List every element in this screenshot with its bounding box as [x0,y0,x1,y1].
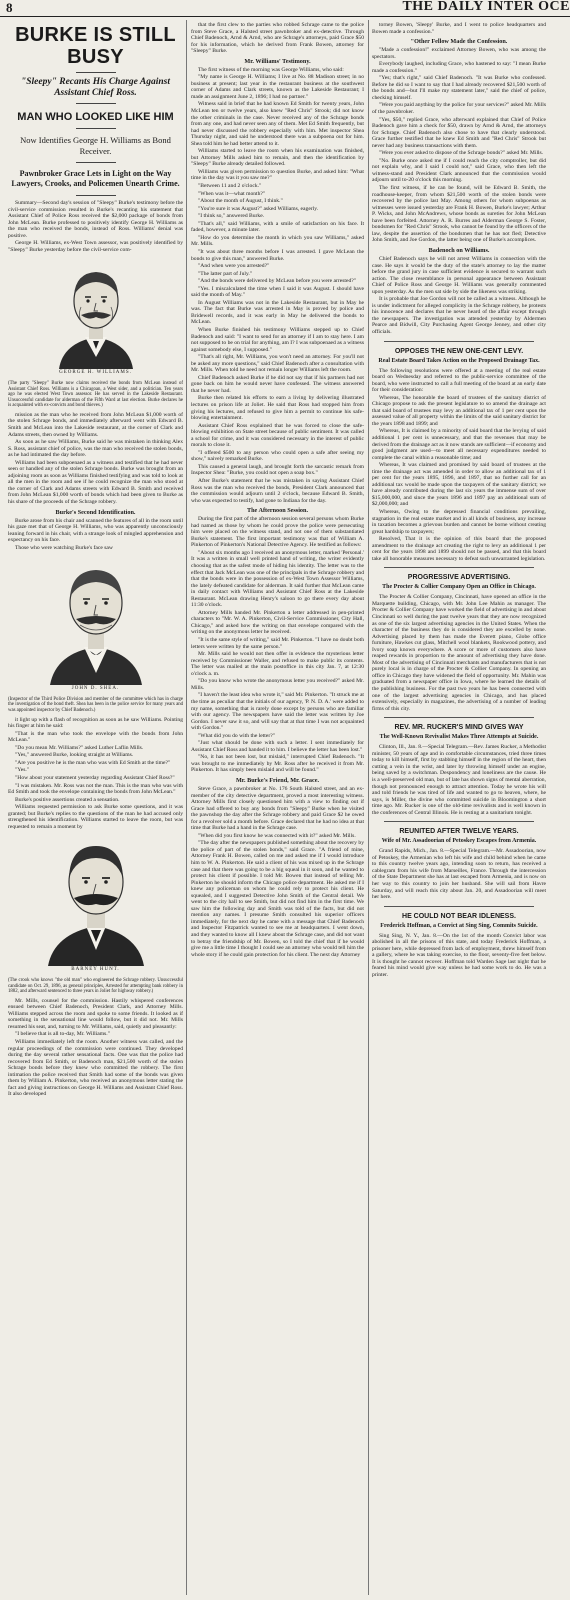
page-number: 8 [6,0,13,15]
deck-divider [76,72,116,73]
article-paragraph: "It is the same style of writing," said Mr. Pinkerton. "I have no doubt both letters were written by the same person." [191,637,364,650]
article-subheadline: Frederick Hoffman, a Convict at Sing Sing, Commits Suicide. [380,922,538,929]
section-heading: Burke's Second Identification. [55,508,136,516]
column-1 [8,22,183,1594]
article-paragraph: "How do you determine the month in which you saw Williams," asked Mr. Mills. [191,234,364,248]
article-paragraph: Attorney Mills handed Mr. Pinkerton a letter addressed in pen-printed characters to "Mr. W. A. Pinkerton, Civil-Service Commissioner, City Hall, Chicago," and asked how the writing on that envelope compared with the writing on the anonymous letter he received. [191,609,364,636]
article-paragraph: "Yes." [15,767,30,774]
article-divider [384,341,534,342]
article-headline: PROGRESSIVE ADVERTISING. [407,574,511,582]
article-paragraph: Resolved, That it is the opinion of this board that the proposed amendment to the drainage act creating the right to levy an additional 1 per cent for the years 1898 and 1899 should not be passed, and that this board take all honorable measures necessary to defeat such unwarranted legislation. [372,536,546,562]
article-paragraph: Williams immediately left the room. Another witness was called, and the regular proceedings of the commission were continued. They developed during the day several rather sensational facts. One was that the police had recovered from Ed Smith, or Badenoch man, $21,500 worth of the stolen Schrage bonds before they knew who committed the robbery. The first intimation the police received that Smith had some of the bonds was given them by William A. Pinkerton, who received an anonymous letter stating the fact and giving instructions on George H. Williams and Assistant Chief Ross. It also developed [8,1038,183,1098]
article-paragraph: "Were you paid anything by the police for your services?" asked Mr. Mills of the pawnbroker. [372,102,546,116]
article-divider [384,567,534,568]
main-headline: BURKE IS STILL BUSY [15,24,176,68]
article-paragraph: Whereas, It was claimed and promised by said board of trustees at the time the drainage act was amended in order to allow an additional tax of 1 per cent for the years 1895, 1896, and 1897, that no further call for an additional tax would be made upon the taxpayers of the sanitary district; we have already contributed during the last six years the immense sum of over $15,000,000, and since the years 1896 and 1897 pay an additional sum of $2,000,000; and [372,462,546,508]
article-paragraph: "When was it—what month?" [198,190,266,197]
article-paragraph: "And the bonds were delivered by McLean before you were arrested?" [198,278,357,285]
section-heading: The Afternoon Session. [246,507,309,515]
article-headline: OPPOSES THE NEW ONE-CENT LEVY. [394,347,524,355]
article-paragraph: "No, it has not been lost, but mislaid," interrupted Chief Badenoch. "It was brought to me immediately by Mr. Ross after he received it from Mr. Pinkerton. It has simply been mislaid and will be found." [191,754,364,774]
portrait-caption: (The party "Sleepy" Burke now claims received the bonds from McLean instead of Assistant Chief Ross. Williams is a Chicagoan, a West sider, and a politician. Ten years ago he was elected West Town assessor. He has served in the Lakeside Restaurant. Unsuccessful candidate for alderman of the Fifth Ward at last election. Burke declares he is acquainted with ex-convicts and bond thieves.) [8,380,183,409]
deck-divider [76,128,116,129]
column-2 [191,22,364,1594]
article-paragraph: After Burke's statement that he was mistaken in saying Assistant Chief Ross was the man who received the bonds, President Clark announced that the commission would adjourn until 2 o'clock, because Edward B. Smith, who was expected to testify, had gone to Indiana for the day. [191,478,364,504]
article-paragraph: mission as the man who he received from John McLean $1,000 worth of the stolen Schrage bonds, and immediately afterward went with Edward B. Smith and McLean into the Lakeside restaurant, at the corner of Clark and Adams streets, then owned by Williams. [8,411,183,438]
article-paragraph: Whereas, It is claimed by a minority of said board that the levying of said additional 1 per cent is unnecessary, and that the revenues that may be derived from the drainage act as it now stands are sufficient—if economy and good judgment are used—to meet all necessary expenditures needed to complete the canal within a reasonable time; and [372,428,546,461]
portrait-caption: (Inspector of the Third Police Division and member of the committee which has in charge the investigation of the bond theft. Shea has been in the police service for many years and was appointed inspector by Chief Badenoch.) [8,696,183,714]
article-paragraph: Sing Sing, N. Y., Jan. 8.—On the 1st of the month Convict labor was abolished in all the prisons of this state, and today Frederick Hoffman, a prisoner here, while depressed from lack of employment, threw himself from a gallery, where he was taking exercise, to the floor, seventy-five feet below. It is thought he cannot recover. Hoffman told Warden Sage last night that he feared his mind would give way unless he had some work to do. He was a printer. [372,932,546,978]
article-paragraph: "Are you positive he is the man who was with Ed Smith at the time?" [15,759,171,766]
column-rule [186,20,187,1595]
article-paragraph: Witness said in brief that he had known Ed Smith for twenty years, John McLean ten or twelve years, also knew "Red Chris" Strook; did not know the other criminals in the case. Never received any of the Schrage bonds from any one, and had never seen any of them. Met Ed Smith frequently, but had never discussed the robbery especially with him. Met inspector Shea Thursday night, and said he understood there was a subpoena out for him. Shea told him he had better attend to it. [191,101,364,147]
section-heading: Badenoch on Williams. [428,246,490,254]
article-subheadline: Real Estate Board Takes Action on the Proposed Drainage Tax. [378,357,540,364]
article-paragraph: "And when were you arrested?" [198,263,270,270]
article-headline: REV. MR. RUCKER'S MIND GIVES WAY [394,724,524,732]
page-header [0,0,570,17]
portrait-caption-name: JOHN D. SHEA. [71,686,120,692]
headline-deck: Now Identifies George H. Williams as Bond Receiver. [20,135,171,156]
article-subheadline: Wife of Mr. Assadoorian of Petoskey Escapes from Armenia. [381,838,537,845]
article-paragraph: George H. Williams, ex-West Town assessor, was positively identified by "Sleepy" Burke yesterday before the civil-service com- [8,240,183,253]
masthead: THE DAILY INTER OCE [402,0,570,14]
column-rule [368,20,369,1595]
article-paragraph: Whereas, The honorable the board of trustees of the sanitary district of Chicago propose to ask the present legislature to so amend the drainage act that said board of trustees may levy an additional tax of 1 per cent upon the assessed value of all property within the limits of the said sanitary district for the years 1898 and 1899; and [372,394,546,427]
portrait-shea [8,555,183,693]
article-paragraph: This caused a general laugh, and brought forth the sarcastic remark from Inspector Shea: "Burke, you could not open a soap box." [191,463,364,477]
article-paragraph: "Yes, $50," replied Grace, who afterward explained that Chief of Police Badenoch gave him a check for $50, drawn by Arnd & Arnd, the attorneys for Schrage. Chief Badenoch also chose to have that clearly understood. Grace further testified that he knew Ed Smith and "Red Chris" Strook but never had any business transactions with them. [372,116,546,149]
article-paragraph: "The latter part of July." [198,270,253,277]
article-paragraph: "How about your statement yesterday regarding Assistant Chief Ross?" [15,774,175,781]
article-paragraph: "What did you do with the letter?" [198,732,275,739]
portrait-williams-illustration [41,257,151,369]
section-heading: Mr. Williams' Testimony. [244,57,311,65]
article-paragraph: "That is the man who took the envelope with the bonds from John McLean." [8,730,183,744]
article-paragraph: The following resolutions were offered at a meeting of the real estate board on Wednesday and referred to the public-service committee of the board, who were instructed to call a full meeting of the board at an early date for their consideration: [372,367,546,394]
article-paragraph: It is probable that Joe Gordon will not be called as a witness. Although he is under indictment for alleged complicity in the Schrage robbery, he protests his innocence and declares that he never heard of the affair except through the newspapers. The investigation was attended yesterday by Aldermen Pearce and Bidwill, City Purchasing Agent George Jenney, and other city officials. [372,296,546,335]
article-paragraph: The first witness of the morning was George Williams, who said: [198,66,344,73]
article-paragraph: "Do you know who wrote the anonymous letter you received?" asked Mr. Mills. [191,678,364,691]
column-3 [372,22,546,1594]
portrait-caption-name: GEORGE H. WILLIAMS. [59,370,132,376]
article-paragraph: Burke arose from his chair and scanned the features of all in the room until his gaze met that of George H. Williams, who was apparently unconsciously leaning forward in his chair, with a strange look of mingled apprehension and expectancy on his face. [8,517,183,544]
article-paragraph: Everybody laughed, including Grace, who hastened to say: "I mean Burke made a confession." [372,61,546,74]
article-paragraph: "You're sure it was August?" asked Williams, eagerly. [198,205,319,212]
article-paragraph: The Procter & Collier Company, Cincinnati, have opened an office in the Marquette building, Chicago, with Mr. John Lee Mahin as manager. The Procter & Collier Company have worked the field of advertising in and about Cincinnati so well during the past twelve years that they are now recognized as one of the six largest advertising agencies in the United States. When the character of the business they do is considered they are excelled by none. Advertising placed by them has made the Everett piano, Globe office furniture, Hawkes cut glass, Mitchell wool blankets, Rookwood pottery, and Ivory soap known everywhere. A score or more of customers also have reaped rewards in proportion to the amount of advertising they have done. Most of the advertising of Cincinnati merchants and manufacturers that is not purely local is in charge of the Procter & Collier Company. In opening an office in Chicago they have widened the field of opportunity. Mr. Mahin was graduated from a newspaper office in Iowa, where he learned the details of the publishing business. For the past two years he has been connected with one of the largest advertising agencies in Chicago, and has placed extensively, especially in magazines, the advertising of a number of leading firms of this city. [372,594,546,712]
section-heading: "Other Fellow Made the Confession. [410,38,508,46]
portrait-shea-illustration [36,555,156,685]
article-paragraph: "That's all," said Williams, with a smile of satisfaction on his face. It faded, however, a minute later. [191,220,364,234]
article-paragraph: "I think so," answered Burke. [198,213,265,220]
portrait-hunt-illustration [36,834,156,966]
article-headline: REUNITED AFTER TWELVE YEARS. [399,828,519,836]
article-paragraph: "Were you ever asked to dispose of the Schrage bonds?" asked Mr. Mills. [379,150,544,157]
article-paragraph: it light up with a flash of recognition as soon as he saw Williams. Pointing his finger at him he said: [8,716,183,730]
article-paragraph: Burke then related his efforts to earn a living by delivering illustrated lectures on prison life at Joliet. He said that Ross had stopped him from giving his lectures, and refused to give him a permit to continue his safe-blowing entertainment. [191,395,364,422]
article-paragraph: Steve Grace, a pawnbroker at No. 176 South Halsted street, and an ex-member of the city detective department, proved a most interesting witness. Attorney Mills first closely questioned him with a view to finding out if Grace had offered to buy any bonds from "Sleepy" Burke when he visited the pawnshop the day after the Schrage robbery and paid Grace $2 he owed for a revolver sold a month before. Grace declared that he had no idea at that time that Burke had a hand in the Schrage case. [191,785,364,832]
headline-deck: Pawnbroker Grace Lets in Light on the Way Lawyers, Crooks, and Policemen Unearth Crime. [11,169,180,188]
portrait-williams [8,257,183,377]
article-paragraph: Williams was given permission to question Burke, and asked him: "What time in the day was it you saw me?" [191,168,364,182]
article-paragraph: Williams started to leave the room when his examination was finished, but Attorney Mills asked him to remain, and then the identification by "Sleepy" Burke already detailed followed. [191,148,364,168]
article-paragraph: "I believe that is all to-day, Mr. Williams." [15,1031,110,1038]
article-paragraph: Summary—Second day's session of "Sleepy" Burke's testimony before the civil-service commission resulted in Burke's recanting his statement that Assistant Chief of Police Ross received the $2,000 package of bonds from John McLean. Burke professed to positively identify George H. Williams as the man who received the bonds, instead of Ross. Williams' denial was positive. [8,200,183,239]
headline-deck: "Sleepy" Recants His Charge Against Assistant Chief Ross. [20,77,170,98]
article-paragraph: Williams had been subpoenaed as a witness and testified that he had never seen or handled any of the stolen Schrage bonds. Burke was brought from an adjoining room as soon as Williams finished testifying and was told to look at all the men in the room and see if he could recognize the man who stood at the corner of Clark and Adams streets with Edward B. Smith and received from John McLean $1,000 worth of bonds which had been given to Burke as his share of the proceeds of the Schrage robbery. [8,459,183,505]
article-paragraph: that the first clew to the parties who robbed Schrage came to the police from Steve Grace, a Halsted street pawnbroker and ex-detective. Through Chief Badenoch, Arnd & Arnd, who are Schrage's attorneys, paid Grace $50 for his information, which he derived from Frank Bowen, attorney for "Sleepy" Burke. [191,22,364,55]
article-paragraph: Those who were watching Burke's face saw [15,544,113,551]
article-divider [384,821,534,822]
article-paragraph: Chief Badenoch says he will not arrest Williams in connection with the case. He says it would be the duty of the state's attorney to lay the matter before the grand jury in case sufficient evidence is secured to warrant such action. The close resemblance in personal appearance between Assistant Chief of Police Ross and George H. Williams was generally commented upon yesterday. As the men sat side by side the likeness was striking. [372,255,546,295]
article-paragraph: torney Bowen, 'Sleepy' Burke, and I went to police headquarters and Bowen made a confession." [372,22,546,35]
article-paragraph: "About six months ago I received an anonymous letter, marked 'Personal.' It was a written in small well printed hand of writing, the writer evidently choosing that as the safest mode of hiding his identity. The letter was to the effect that Jack McLean was one of the principals in the Schrage robbery and that the bonds were in the possession of ex-West Town Assessor Williams, the lately defeated candidate for alderman. It said further that McLean came in daily contact with Williams and Assistant Chief Ross at the Lakeside Restaurant. McLean drawing Henry's saloon to go there every day about 11:30 o'clock. [191,549,364,609]
article-paragraph: Whereas, Owing to the depressed financial conditions prevailing, stagnation in the real estate market and in all kinds of business, any increase in taxation becomes a grievous burden and cannot be borne without creating great hardship to taxpayers; [372,509,546,535]
article-paragraph: "About the month of August, I think." [198,198,283,205]
article-subheadline: The Procter & Collier Company Open an Office in Chicago. [382,584,536,591]
article-paragraph: "When did you first know he was connected with it?" asked Mr. Mills. [198,832,356,839]
article-headline: HE COULD NOT BEAR IDLENESS. [402,912,516,920]
article-paragraph: "Yes. I miscalculated the time when I said it was August. I should have said the month of May." [191,285,364,299]
subheadline: MAN WHO LOOKED LIKE HIM [17,111,174,123]
article-paragraph: "I was mistaken. Mr. Ross was not the man. This is the man who was with Ed Smith and took the envelope containing the bonds from John McLean." [8,782,183,796]
article-paragraph: Grand Rapids, Mich., Jan. 8.—Special Telegram.—Mr. Assadoorian, now of Petoskey, the Armenian who left his wife and child behind when he came to this country twelve years ago, intending soon to return, has received a cablegram from his wife from Marseilles, France. Through the intercession of the State Department she has at last escaped from Armenia, and is now on her way to this country to join her husband. She will sail from Havre Saturday, and will reach this city about Jan. 20, and Assadoorian will meet her here. [372,848,546,901]
deck-divider [76,195,116,196]
article-paragraph: Williams requested permission to ask Burke some questions, and it was granted; but Burke's replies to the questions of the man he had accused only strengthened his identification. Williams started to leave the room, but was requested to remain a moment by [8,804,183,830]
article-paragraph: In August Williams was not in the Lakeside Restaurant, but in May he was. The fact that Burke was arrested in May is proved by police and Bridewell records, and it was early in May he delivered the bonds to McLean. [191,299,364,326]
article-subheadline: The Well-Known Revivalist Makes Three Attempts at Suicide. [379,734,539,741]
portrait-hunt [8,834,183,974]
article-paragraph: "I offered $500 to any person who could open a safe after seeing my show," naively remarked Burke. [191,449,364,463]
article-paragraph: "Between 11 and 2 o'clock." [198,183,262,190]
deck-divider [76,103,116,104]
article-paragraph: Mr. Mills said he would not then offer in evidence the mysterious letter received by Commissioner Waller, and refused to make public its contents. The letter was mailed at the main postoffice in this city Jan. 7, at 12:30 o'clock a. m. [191,651,364,677]
article-paragraph: Clinton, Ill., Jan. 8.—Special Telegram.—Rev. James Rucker, a Methodist minister, 50 years of age and in comfortable circumstances, tried three times today to kill himself, first by stabbing himself in the region of the heart, then cutting a vein in the wrist, and later by throwing himself under an engine, being saved by a switchman. Despondency and loneliness are the cause. He is a well-preserved old man, but of late has shown signs of mental aberration, though not pronounced enough to attract attention. Today he wrote his will and told friends he was tired of life and wanted to go to heaven, where, he says, is Miller, the divine who committed suicide in Bloomington a short time ago. Mr. Rucker is one of the old-time revivalists and is well known in the conferences of Central Illinois. He is resting at a sanitarium tonight. [372,744,546,816]
article-paragraph: Burke's positive assertions created a sensation. [15,796,120,803]
article-paragraph: "Yes; that's right," said Chief Badenoch. "It was Burke who confessed. Before he did so I want to say that I had already recovered $21,500 worth of the bonds and—but I'll make my statement later," said the chief of police, checking himself. [372,75,546,101]
article-paragraph: The first witness, if he can be found, will be Edward B. Smith, the roadhouse-keeper, from whom $21,500 worth of the stolen bonds were recovered by the police last May. Among others for whom subpoenas as witnesses were issued yesterday are Frank H. Bowen, Burke's lawyer; Arthur P. Wicks, and John McAndrews, whose bonds as sureties for John McLean have been forfeited. Attorney A. R. Burres and Alderman George S. Foster, bondsmen for "Red Chris" Strook, who cannot be found by the officers of the law, despite the assertion of the bondsmen that he has not fled; Detective John Smith, and Joe Gordon, the latter being one of Burke's accomplices. [372,185,546,244]
article-paragraph: Assistant Chief Ross explained that he was forced to close the safe-blowing exhibition on State street because of public sentiment. It was called a school for crime, and it was considered necessary in the interest of public morals to close it. [191,422,364,449]
deck-divider [76,162,116,163]
article-divider [384,717,534,718]
article-paragraph: "Just what should be done with such a letter. I sent immediately for Assistant Chief Ross and handed it to him. I believe the letter has been lost." [191,740,364,753]
portrait-caption-name: BARNEY HUNT. [71,967,120,973]
article-paragraph: "No. Burke once asked me if I could reach the city comptroller, but did not explain why, and I said I could not," said Grace, who then left the witness-stand and President Clark announced that the commission would adjourn until to-20 o'clock this morning. [372,157,546,184]
article-paragraph: "Made a confession!" exclaimed Attorney Bowen, who was among the spectators. [372,47,546,60]
article-paragraph: "Do you mean Mr. Williams?" asked Luther Laflin Mills. [15,744,144,751]
article-paragraph: Mr. Mills, counsel for the commission. Hastily whispered conferences ensued between Chief Badenoch, President Clark, and Attorney Mills. Williams stepped across the room and spoke to some friends. It looked as if something in the sensational line would follow, but it did not. Mr. Mills resumed his seat, and, turning to Mr. Williams, said, quietly and pleasantly: [8,997,183,1030]
article-paragraph: Chief Badenoch asked Burke if he did not say that if his partners had not gone back on him he would never have confessed. The witness answered that he never had. [191,374,364,394]
article-paragraph: "That's all right, Mr. Williams, you won't need an attorney. For you'll not be asked any more questions," said Chief Badenoch after a consultation with Mr. Mills. When told he need not remain longer Williams left the room. [191,354,364,374]
article-paragraph: "My name is George H. Williams; I live at No. 88 Madison street; in no business at present; last year in the restaurant business at the southwest corner of Adams and Clark streets, known as the Lakeside Restaurant; I made an assignment June 2, 1896; I had no partner." [191,74,364,100]
article-paragraph: "It was about three months before I was arrested. I gave McLean the bonds to give this man," answered Burke. [191,248,364,262]
article-paragraph: "Yes," answered Burke, looking straight at Williams. [15,752,134,759]
article-paragraph: "The day after the newspapers published something about the recovery by the police of part of the stolen bonds," said Grace. "A friend of mine, Attorney Frank H. Bowen, called on me and asked me if I would introduce him to W. A. Pinkerton. He said a client of his was mixed up in the Schrage case and that there was going to be a big squeal in it soon, and he wanted to protect his client if possible. I told Mr. Bowen that instead of telling Mr. Pinkerton he should inform the Chicago police department. He asked me if I knew any policeman on whom he could rely to protect his client. He squealed, and I suggested Detective John Smith of the Central detail. We went to the city hall to see Smith, but did not find him in the first time. We saw him the following day and Smith was told of the facts, but did not mention any names. I presume Smith consulted his superior officers immediately, for the next day he came with a message that Chief Badenoch and Inspector Fitzpatrick wanted to see me at headquarters. I went down, and they wanted to know all I knew about the Schrage case, and did not want to betray the friendship of Mr. Bowen, so I told the chief that if he would give me a little time I thought I could see an attorney who would tell him the whole story if he could gain protection for his client. The next day Attorney [191,840,364,958]
article-paragraph: "I haven't the least idea who wrote it," said Mr. Pinkerton. "It struck me at the time as peculiar that the initials of our agency, 'P. N. D. A.' were added to my name, something that is rarely done except by persons who are familiar with our agency. The newspapers have said the letter was written by Joe Gordon. I never saw it so, and will say that at that time I was not acquainted with Gordon." [191,692,364,732]
section-heading: Mr. Burke's Friend, Mr. Grace. [235,776,320,784]
portrait-caption: (The crook who knows "the old man" who engineered the Schrage robbery. Unsuccessful candidate on Oct. 29, 1896, as general principles, Arrested for attempting bank robbery in 1882, and afterward sentenced to three years in Joliet for highway robbery.) [8,977,183,995]
article-paragraph: As soon as he saw Williams, Burke said he was mistaken in thinking Alex S. Ross, assistant chief of police, was the man who received the stolen bonds, as he had intimated the day before. [8,439,183,459]
article-paragraph: During the first part of the afternoon session several persons whom Burke had named as those by whom he could prove the police were persecuting him were placed on the witness stand, and not one of them substantiated Burke's statement. The first important testimony was that of William A. Pinkerton of Pinkerton's National Detective Agency. He testified as follows: [191,516,364,549]
article-paragraph: When Burke finished his testimony Williams stepped up to Chief Badenoch and said: "I want to send for an attorney if I am to stay here. I am not supposed to be on trial for anything, am I? I was subpoenaed as a witness against somebody else, I supposed." [191,326,364,353]
article-divider [384,906,534,907]
